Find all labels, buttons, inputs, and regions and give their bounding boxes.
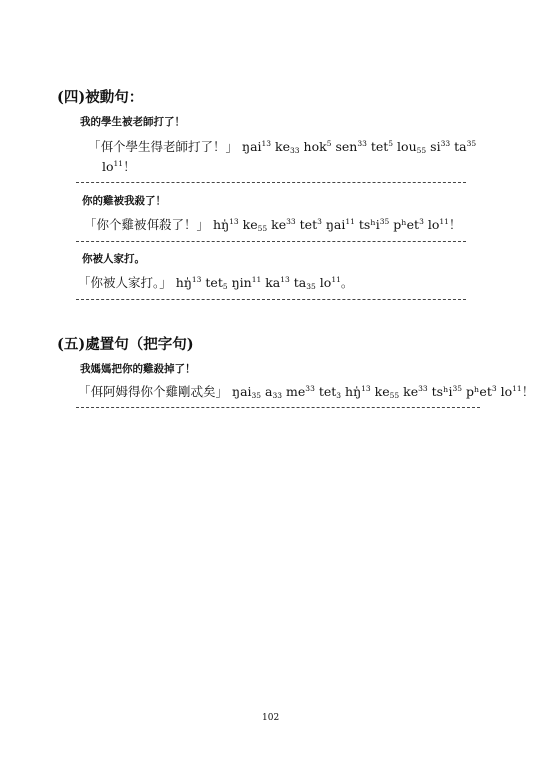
ipa-syllable: si [426,139,441,154]
tone-superscript: 13 [261,139,272,148]
example3-gloss: 你被人家打。 [82,253,145,265]
ipa-syllable: tet [366,139,389,154]
example2-ipa [213,217,461,232]
example1-open-quote: 「 [88,139,101,154]
ipa-syllable: ke [370,384,390,399]
example2-open-quote: 「 [84,217,97,232]
ipa-syllable: ke [238,217,258,232]
ipa-syllable: lo [315,275,332,290]
tone-superscript: 33 [418,384,428,393]
tone-subscript: 35 [306,282,316,291]
tone-subscript: 5 [222,282,228,291]
divider [76,299,466,300]
example3-line [78,273,353,291]
tone-superscript: 5 [326,139,332,148]
example1-gloss: 我的學生被老師打了！ [80,116,185,128]
ipa-syllable: ŋin [227,275,252,290]
divider [76,182,466,183]
example1-line2 [102,157,136,175]
tone-subscript: 55 [416,146,427,155]
tone-superscript: 11 [439,217,449,226]
tone-superscript: 13 [191,275,202,284]
divider [76,241,466,242]
example2-line [84,215,461,233]
ipa-syllable: lo [102,159,114,174]
tone-superscript: 3 [419,217,424,226]
ipa-syllable: lo [496,384,513,399]
ipa-syllable: me [282,384,306,399]
divider [76,407,480,408]
tone-superscript: 35 [452,384,463,393]
tone-subscript: 33 [272,391,283,400]
tone-superscript: 11 [113,159,124,168]
ipa-syllable: lou [393,139,417,154]
example2-gloss: 你的雞被我殺了！ [82,195,166,207]
ipa-syllable: hŋ̍ [213,217,230,232]
example1-hanzi: 佴个學生得老師打了！」 [100,139,239,154]
example4-line [78,382,534,400]
tone-superscript: 5 [388,139,394,148]
ipa-syllable: lo [423,217,440,232]
ipa-syllable: hok [299,139,327,154]
ipa-syllable: tsʰi [354,217,380,232]
tone-superscript: 33 [357,139,367,148]
example1-ipa-line1 [242,139,476,154]
page-number: 102 [262,713,280,723]
ipa-syllable: ŋai [232,384,252,399]
tone-subscript: 35 [251,391,262,400]
ipa-syllable: ！ [448,217,462,232]
tone-subscript: 55 [389,391,400,400]
ipa-syllable: tet [314,384,337,399]
ipa-syllable: hŋ̍ [341,384,362,399]
tone-superscript: 13 [229,217,239,226]
example1-line1 [88,137,476,155]
tone-superscript: 11 [345,217,355,226]
tone-subscript: 3 [336,391,342,400]
example4-gloss: 我媽媽把你的雞殺掉了！ [80,363,196,375]
ipa-syllable: pʰet [462,384,492,399]
ipa-syllable: sen [331,139,358,154]
ipa-syllable: ke [271,139,291,154]
ipa-syllable: tet [201,275,223,290]
example1-ipa-line2 [102,159,136,174]
example3-hanzi: 你被人家打。」 [90,275,172,290]
example3-open-quote: 「 [78,275,91,290]
ipa-syllable: hŋ̍ [175,275,192,290]
ipa-syllable: tsʰi [427,384,453,399]
example4-ipa [232,384,534,399]
tone-superscript: 35 [466,139,477,148]
ipa-syllable: ke [267,217,287,232]
ipa-syllable: ！ [123,159,136,174]
example3-ipa [176,275,354,290]
ipa-syllable: pʰet [389,217,420,232]
tone-superscript: 33 [286,217,296,226]
ipa-syllable: ta [289,275,307,290]
ipa-syllable: ke [399,384,419,399]
tone-superscript: 11 [251,275,262,284]
ipa-syllable: ！ [521,384,535,399]
tone-superscript: 11 [331,275,341,284]
example2-hanzi: 你个雞被佴殺了！」 [96,217,210,232]
ipa-syllable: ŋai [321,217,346,232]
tone-superscript: 33 [305,384,315,393]
section-heading-disposal: (五)處置句（把字句) [57,336,194,353]
tone-subscript: 33 [290,146,300,155]
example4-open-quote: 「 [78,384,91,399]
ipa-syllable: a [261,384,273,399]
tone-superscript: 33 [440,139,451,148]
tone-subscript: 55 [257,224,268,233]
example4-hanzi: 佴阿姆得你个雞剛忒矣」 [90,384,229,399]
ipa-syllable: ka [261,275,281,290]
tone-superscript: 3 [491,384,497,393]
tone-superscript: 13 [280,275,290,284]
tone-superscript: 13 [361,384,371,393]
section-heading-passive: (四)被動句： [57,89,144,106]
tone-superscript: 3 [317,217,322,226]
tone-superscript: 11 [512,384,522,393]
ipa-syllable: ŋai [242,139,262,154]
ipa-syllable: tet [295,217,318,232]
ipa-syllable: ta [450,139,467,154]
ipa-syllable: 。 [340,275,354,290]
tone-superscript: 35 [379,217,390,226]
